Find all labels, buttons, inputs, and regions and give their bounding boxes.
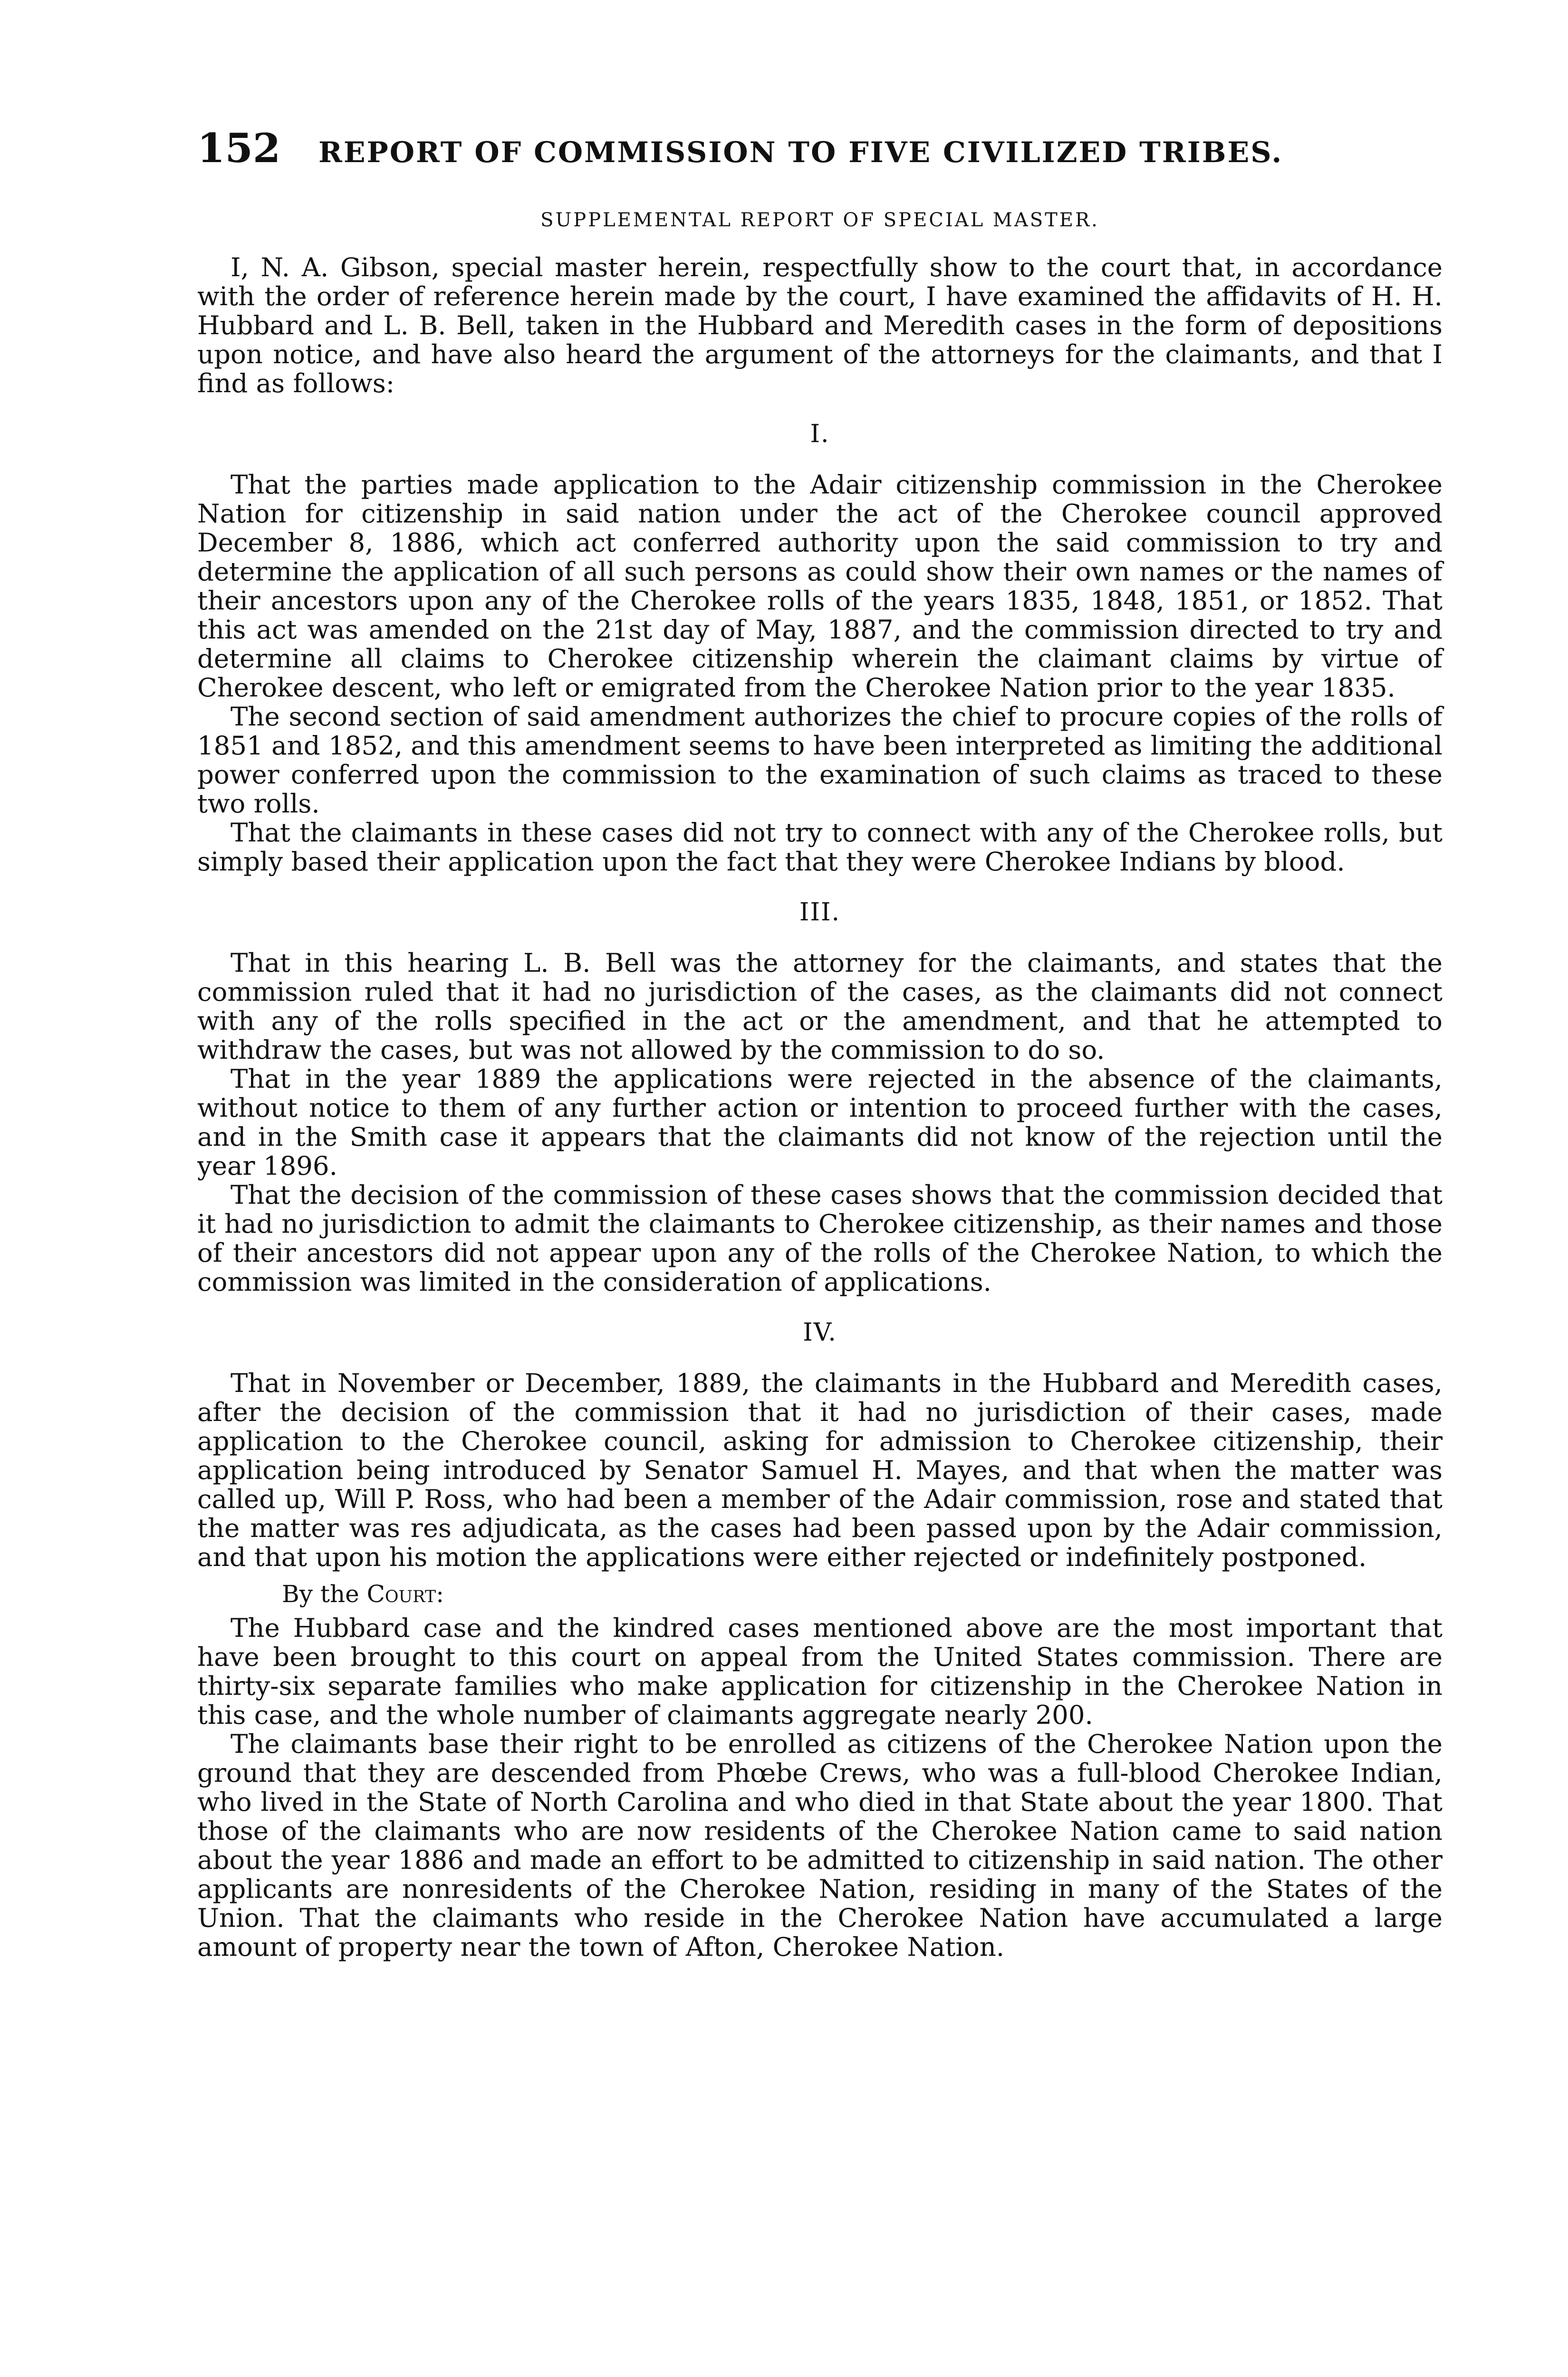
section-heading-iii: III.	[799, 898, 841, 927]
page-number: 152	[197, 125, 281, 172]
court-paragraph-2: The claimants base their right to be enrolled as citizens of the Cherokee Nation upon the ground that they are descended from Phœbe Crews, who was a full-blood Cherokee Indian, who lived in the State of North Carolina and who died in that State about the year 1800. That those of the claimants who are now residents of the Cherokee Nation came to said nation about the year 1886 and made an effort to be admitted to citizenship in said nation. The other applicants are nonresidents of the Cherokee Nation, residing in many of the States of the Union. That the claimants who reside in the Cherokee Nation have accumulated a large amount of property near the town of Afton, Cherokee Nation.	[197, 1729, 1443, 1962]
court-attribution	[197, 1580, 1443, 1608]
section-i-paragraph-1: That the parties made application to the Adair citizenship commission in the Cherokee Nation for citizenship in said nation under the act of the Cherokee council approved December 8, 1886, which act conferred authority upon the said commission to try and determine the application of all such persons as could show their own names or the names of their ancestors upon any of the Cherokee rolls of the years 1835, 1848, 1851, or 1852. That this act was amended on the 21st day of May, 1887, and the commission directed to try and determine all claims to Cherokee citizenship wherein the claimant claims by virtue of Cherokee descent, who left or emigrated from the Cherokee Nation prior to the year 1835.	[197, 469, 1443, 703]
report-title: SUPPLEMENTAL REPORT OF SPECIAL MASTER.	[540, 209, 1099, 231]
section-heading-iv: IV.	[803, 1318, 837, 1347]
section-i-paragraph-2: The second section of said amendment authorizes the chief to procure copies of the rolls of 1851 and 1852, and this amendment seems to have been interpreted as limiting the additional power conferred upon the commission to the examination of such claims as traced to these two rolls.	[197, 701, 1443, 819]
section-iv-paragraph-1: That in November or December, 1889, the claimants in the Hubbard and Meredith cases, after the decision of the commission that it had no jurisdiction of their cases, made application to the Cherokee council, asking for admission to Cherokee citizenship, their application being introduced by Senator Samuel H. Mayes, and that when the matter was called up, Will P. Ross, who had been a member of the Adair commission, rose and stated that the matter was res adjudicata, as the cases had been passed upon by the Adair commission, and that upon his motion the applications were either rejected or indefinitely postponed.	[197, 1368, 1443, 1572]
document-page	[197, 125, 1443, 1962]
section-heading-i: I.	[810, 420, 830, 448]
court-prefix: By the	[282, 1580, 367, 1608]
court-suffix: :	[436, 1580, 444, 1608]
court-paragraph-1: The Hubbard case and the kindred cases mentioned above are the most important that have been brought to this court on appeal from the United States commission. There are thirty-six separate families who make application for citizenship in the Cherokee Nation in this case, and the whole number of claimants aggregate nearly 200.	[197, 1613, 1443, 1730]
running-header	[197, 125, 1443, 186]
section-iii-paragraph-2: That in the year 1889 the applications were rejected in the absence of the claimants, without notice to them of any further action or intention to proceed further with the cases, and in the Smith case it appears that the claimants did not know of the rejection until the year 1896.	[197, 1063, 1443, 1181]
section-iii-paragraph-1: That in this hearing L. B. Bell was the attorney for the claimants, and states that the commission ruled that it had no jurisdiction of the cases, as the claimants did not connect with any of the rolls specified in the act or the amendment, and that he attempted to withdraw the cases, but was not allowed by the commission to do so.	[197, 947, 1443, 1065]
court-name: Court	[366, 1580, 436, 1608]
section-iii-paragraph-3: That the decision of the commission of these cases shows that the commission decided that it had no jurisdiction to admit the claimants to Cherokee citizenship, as their names and those of their ancestors did not appear upon any of the rolls of the Cherokee Nation, to which the commission was limited in the consideration of applications.	[197, 1179, 1443, 1297]
intro-paragraph: I, N. A. Gibson, special master herein, respectfully show to the court that, in accordance with the order of reference herein made by the court, I have examined the affidavits of H. H. Hubbard and L. B. Bell, taken in the Hubbard and Meredith cases in the form of depositions upon notice, and have also heard the argument of the attorneys for the claimants, and that I find as follows:	[197, 252, 1443, 398]
section-i-paragraph-3: That the claimants in these cases did not try to connect with any of the Cherokee rolls, but simply based their application upon the fact that they were Cherokee Indians by blood.	[197, 817, 1443, 877]
running-title: REPORT OF COMMISSION TO FIVE CIVILIZED TRIBES.	[318, 136, 1283, 169]
